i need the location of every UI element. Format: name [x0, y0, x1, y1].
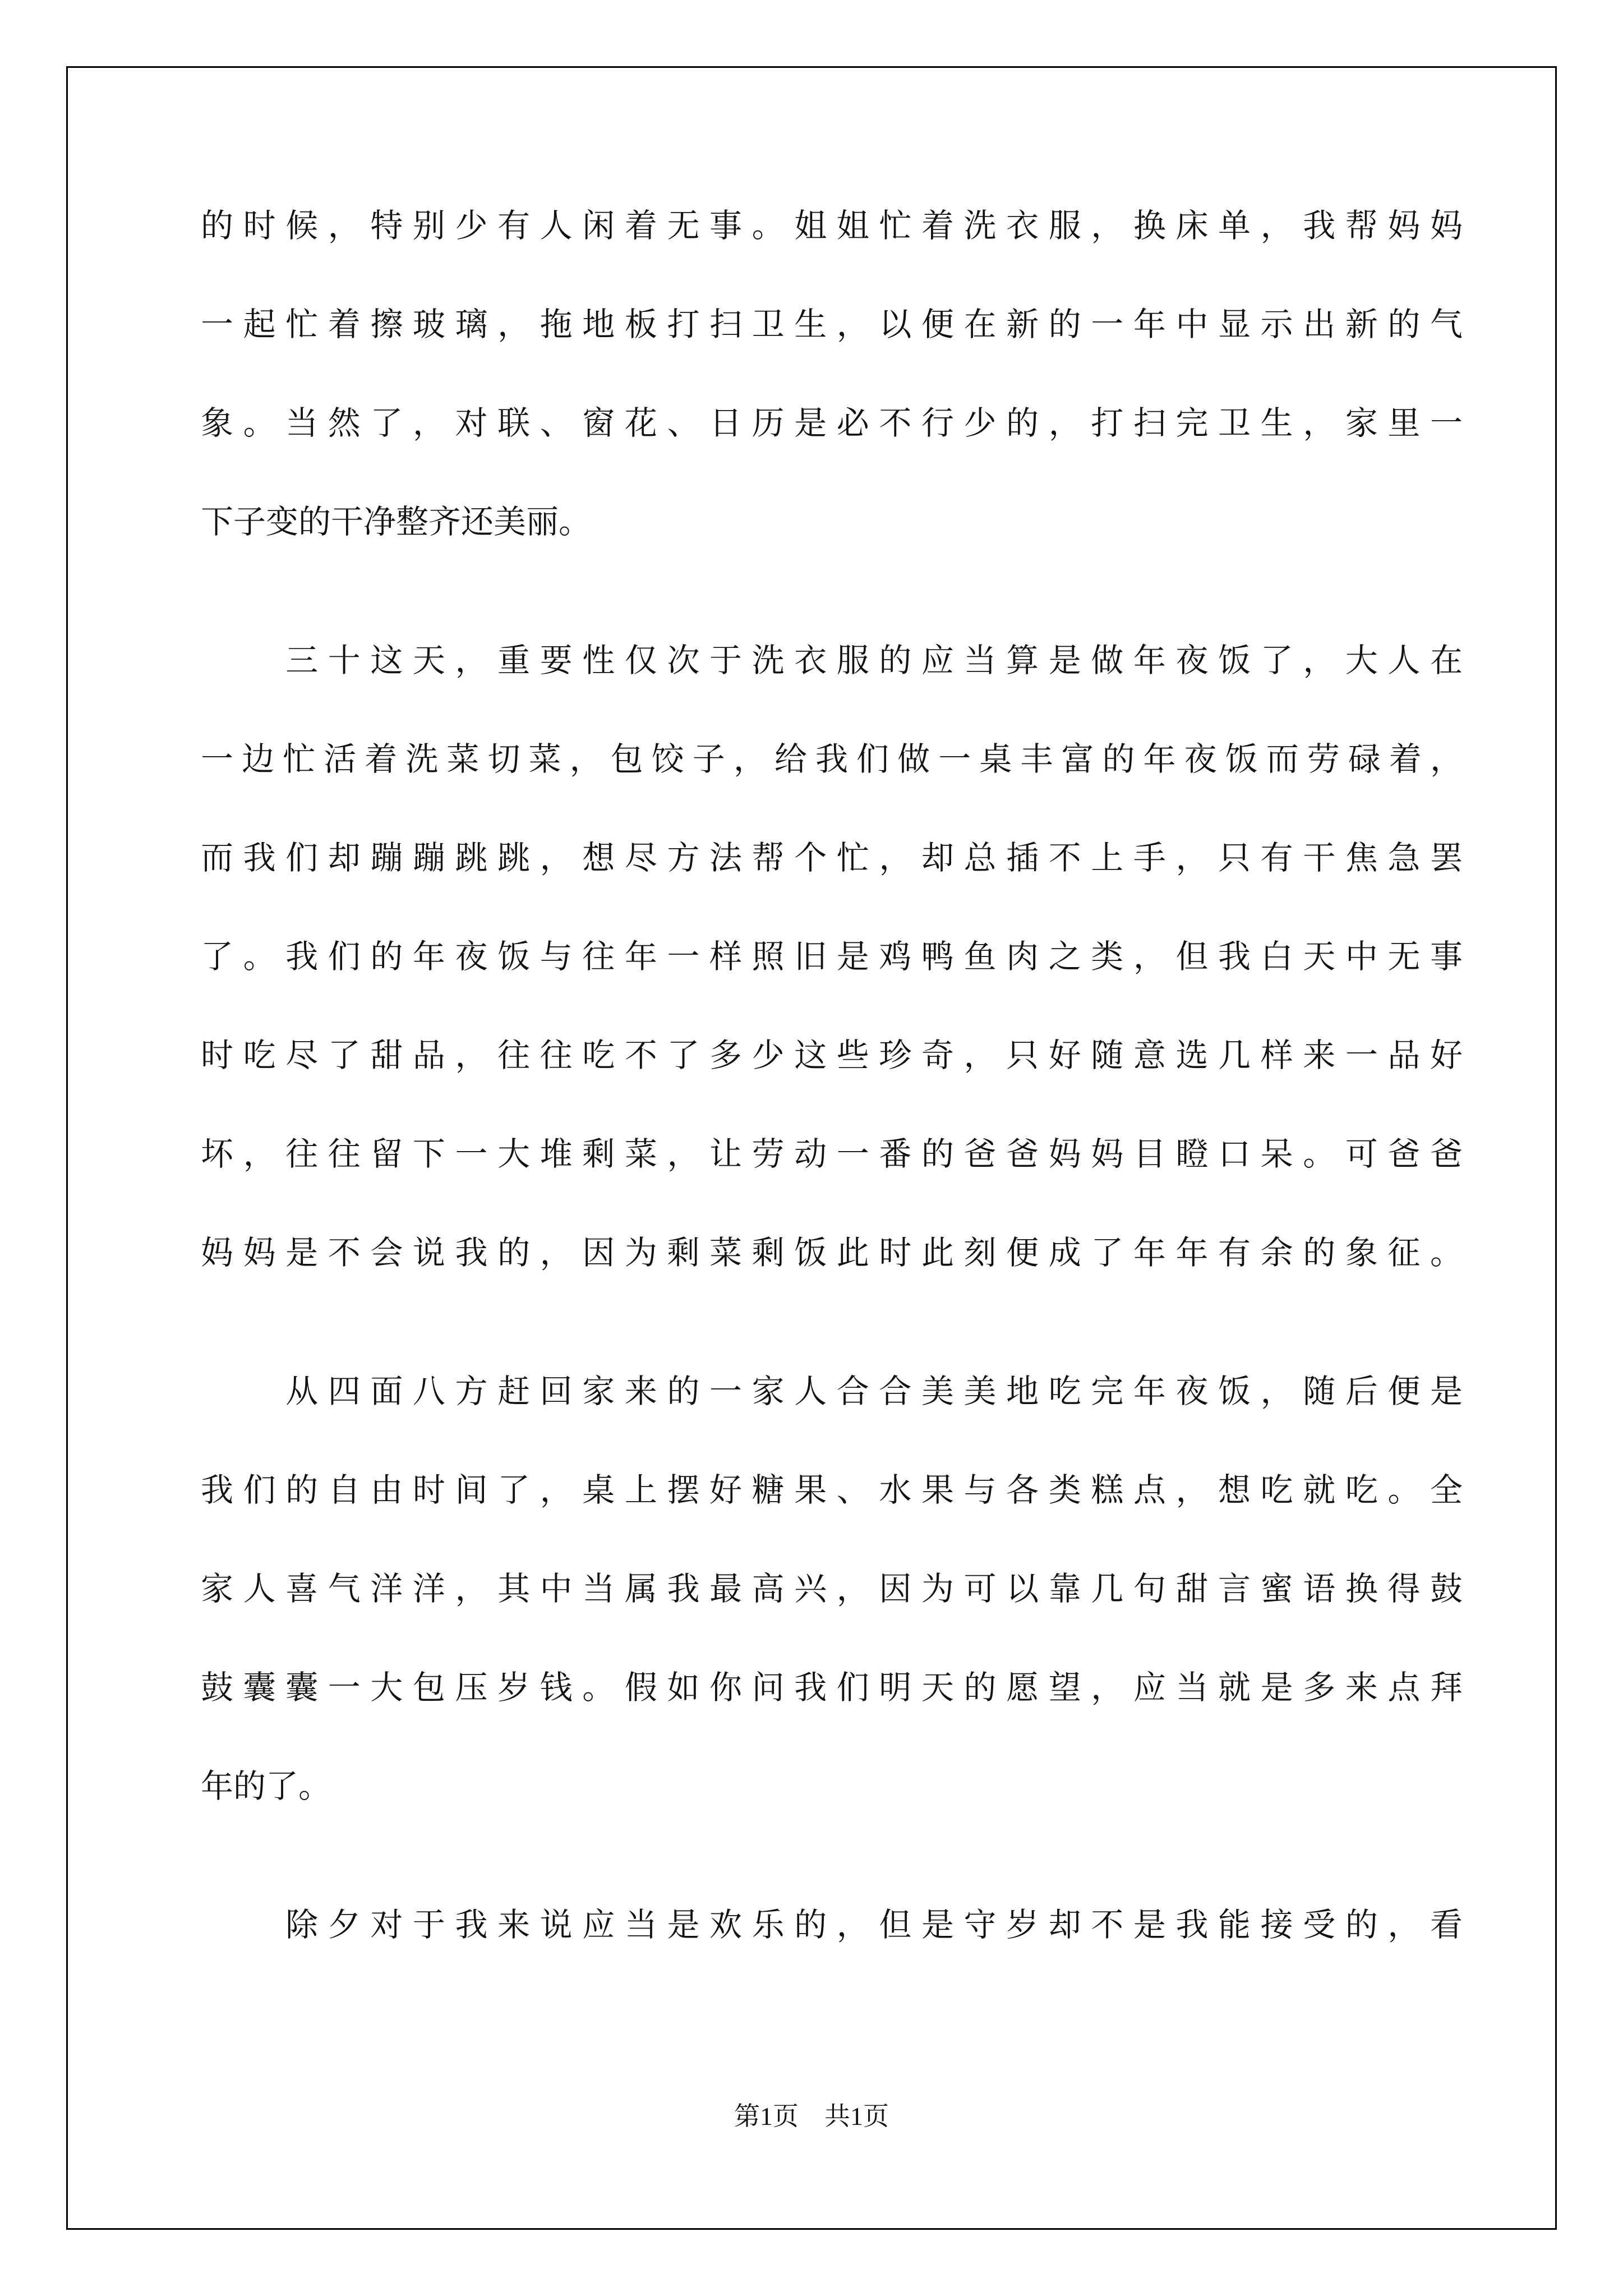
text-line: 我们的自由时间了，桌上摆好糖果、水果与各类糕点，想吃就吃。全 [201, 1471, 1463, 1509]
text-line: 一起忙着擦玻璃，拖地板打扫卫生，以便在新的一年中显示出新的气 [201, 305, 1463, 343]
text-line: 除夕对于我来说应当是欢乐的，但是守岁却不是我能接受的，看 [201, 1906, 1463, 1944]
text-line: 坏，往往留下一大堆剩菜，让劳动一番的爸爸妈妈目瞪口呆。可爸爸 [201, 1135, 1463, 1173]
text-line: 下子变的干净整齐还美丽。 [201, 503, 592, 541]
page-number: 第1页 共1页 [734, 2102, 889, 2131]
text-line: 妈妈是不会说我的，因为剩菜剩饭此时此刻便成了年年有余的象征。 [201, 1234, 1463, 1272]
text-line: 从四面八方赶回家来的一家人合合美美地吃完年夜饭，随后便是 [201, 1372, 1463, 1410]
text-line: 时吃尽了甜品，往往吃不了多少这些珍奇，只好随意选几样来一品好 [201, 1036, 1463, 1074]
text-line: 鼓囊囊一大包压岁钱。假如你问我们明天的愿望，应当就是多来点拜 [201, 1668, 1463, 1706]
text-line: 的时候，特别少有人闲着无事。姐姐忙着洗衣服，换床单，我帮妈妈 [201, 206, 1463, 245]
text-line: 三十这天，重要性仅次于洗衣服的应当算是做年夜饭了，大人在 [201, 641, 1463, 679]
text-line: 年的了。 [201, 1767, 331, 1805]
text-line: 而我们却蹦蹦跳跳，想尽方法帮个忙，却总插不上手，只有干焦急罢 [201, 839, 1463, 877]
text-line: 了。我们的年夜饭与往年一样照旧是鸡鸭鱼肉之类，但我白天中无事 [201, 937, 1463, 976]
text-line: 象。当然了，对联、窗花、日历是必不行少的，打扫完卫生，家里一 [201, 404, 1463, 442]
text-line: 一边忙活着洗菜切菜，包饺子，给我们做一桌丰富的年夜饭而劳碌着， [201, 740, 1463, 778]
text-line: 家人喜气洋洋，其中当属我最高兴，因为可以靠几句甜言蜜语换得鼓 [201, 1570, 1463, 1608]
